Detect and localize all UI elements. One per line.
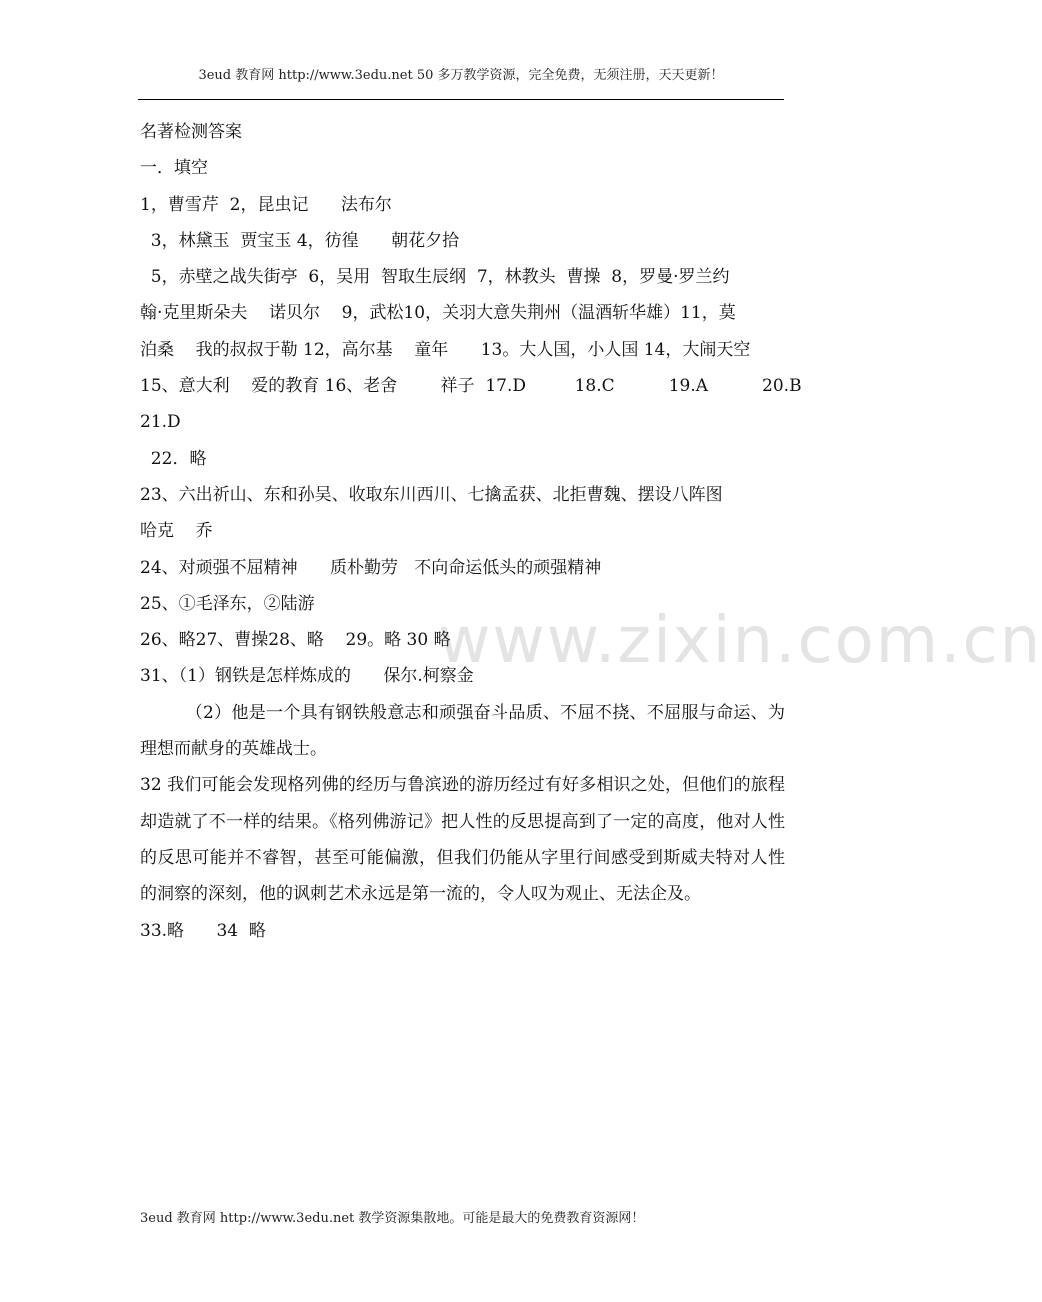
answer-line: 23、六出祈山、东和孙吴、收取东川西川、七擒孟获、北拒曹魏、摆设八阵图 — [140, 484, 723, 505]
answer-line: 翰·克里斯朵夫 诺贝尔 9，武松10，关羽大意失荆州（温酒斩华雄）11，莫 — [140, 303, 736, 324]
answer-line: 31、（1）钢铁是怎样炼成的 保尔.柯察金 — [140, 666, 474, 687]
page-header: 3eud 教育网 http://www.3edu.net 50 多万教学资源，完全免费，无须注册，天天更新！ — [198, 68, 724, 83]
header-divider — [138, 99, 784, 100]
answer-line: 25、①毛泽东，②陆游 — [140, 593, 315, 614]
answer-line: 22．略 — [140, 448, 207, 469]
answer-line: 15、意大利 爱的教育 16、老舍 祥子 17.D 18.C 19.A 20.B — [140, 376, 802, 397]
answer-line: 5，赤壁之战失街亭 6，吴用 智取生辰纲 7，林教头 曹操 8，罗曼·罗兰约 — [140, 267, 730, 288]
answer-line: 26、略27、曹操28、略 29。略 30 略 — [140, 630, 451, 651]
watermark: www.zixin.com.cn — [438, 604, 1042, 678]
answer-line: 33.略 34 略 — [140, 920, 266, 941]
answer-32-paragraph: 32 我们可能会发现格列佛的经历与鲁滨逊的游历经过有好多相识之处，但他们的旅程却造就了不一样的结果。《格列佛游记》把人性的反思提高到了一定的高度，他对人性的反思可能并不睿智，甚至可能偏激，但我们仍能从字里行间感受到斯威夫特对人性的洞察的深刻，他的讽刺艺术永远是第一流的，令人叹为观止、无法企及。 — [140, 775, 785, 905]
answer-line: 3，林黛玉 贾宝玉 4，彷徨 朝花夕拾 — [140, 230, 460, 251]
answer-line: 哈克 乔 — [140, 521, 213, 542]
page-footer: 3eud 教育网 http://www.3edu.net 教学资源集散地。可能是最大的免费教育资源网！ — [140, 1211, 645, 1226]
answer-line: 21.D — [140, 412, 181, 433]
answer-line: 24、对顽强不屈精神 质朴勤劳 不向命运低头的顽强精神 — [140, 557, 602, 578]
document-body — [140, 114, 802, 949]
answer-line: 1，曹雪芹 2，昆虫记 法布尔 — [140, 194, 392, 215]
document-title: 名著检测答案 — [140, 122, 242, 142]
answer-31-part-2: （2）他是一个具有钢铁般意志和顽强奋斗品质、不屈不挠、不屈服与命运、为理想而献身的英雄战士。 — [140, 702, 785, 760]
answer-line: 泊桑 我的叔叔于勒 12，高尔基 童年 13。大人国，小人国 14，大闹天空 — [140, 339, 751, 360]
section-heading: 一．填空 — [140, 158, 208, 179]
